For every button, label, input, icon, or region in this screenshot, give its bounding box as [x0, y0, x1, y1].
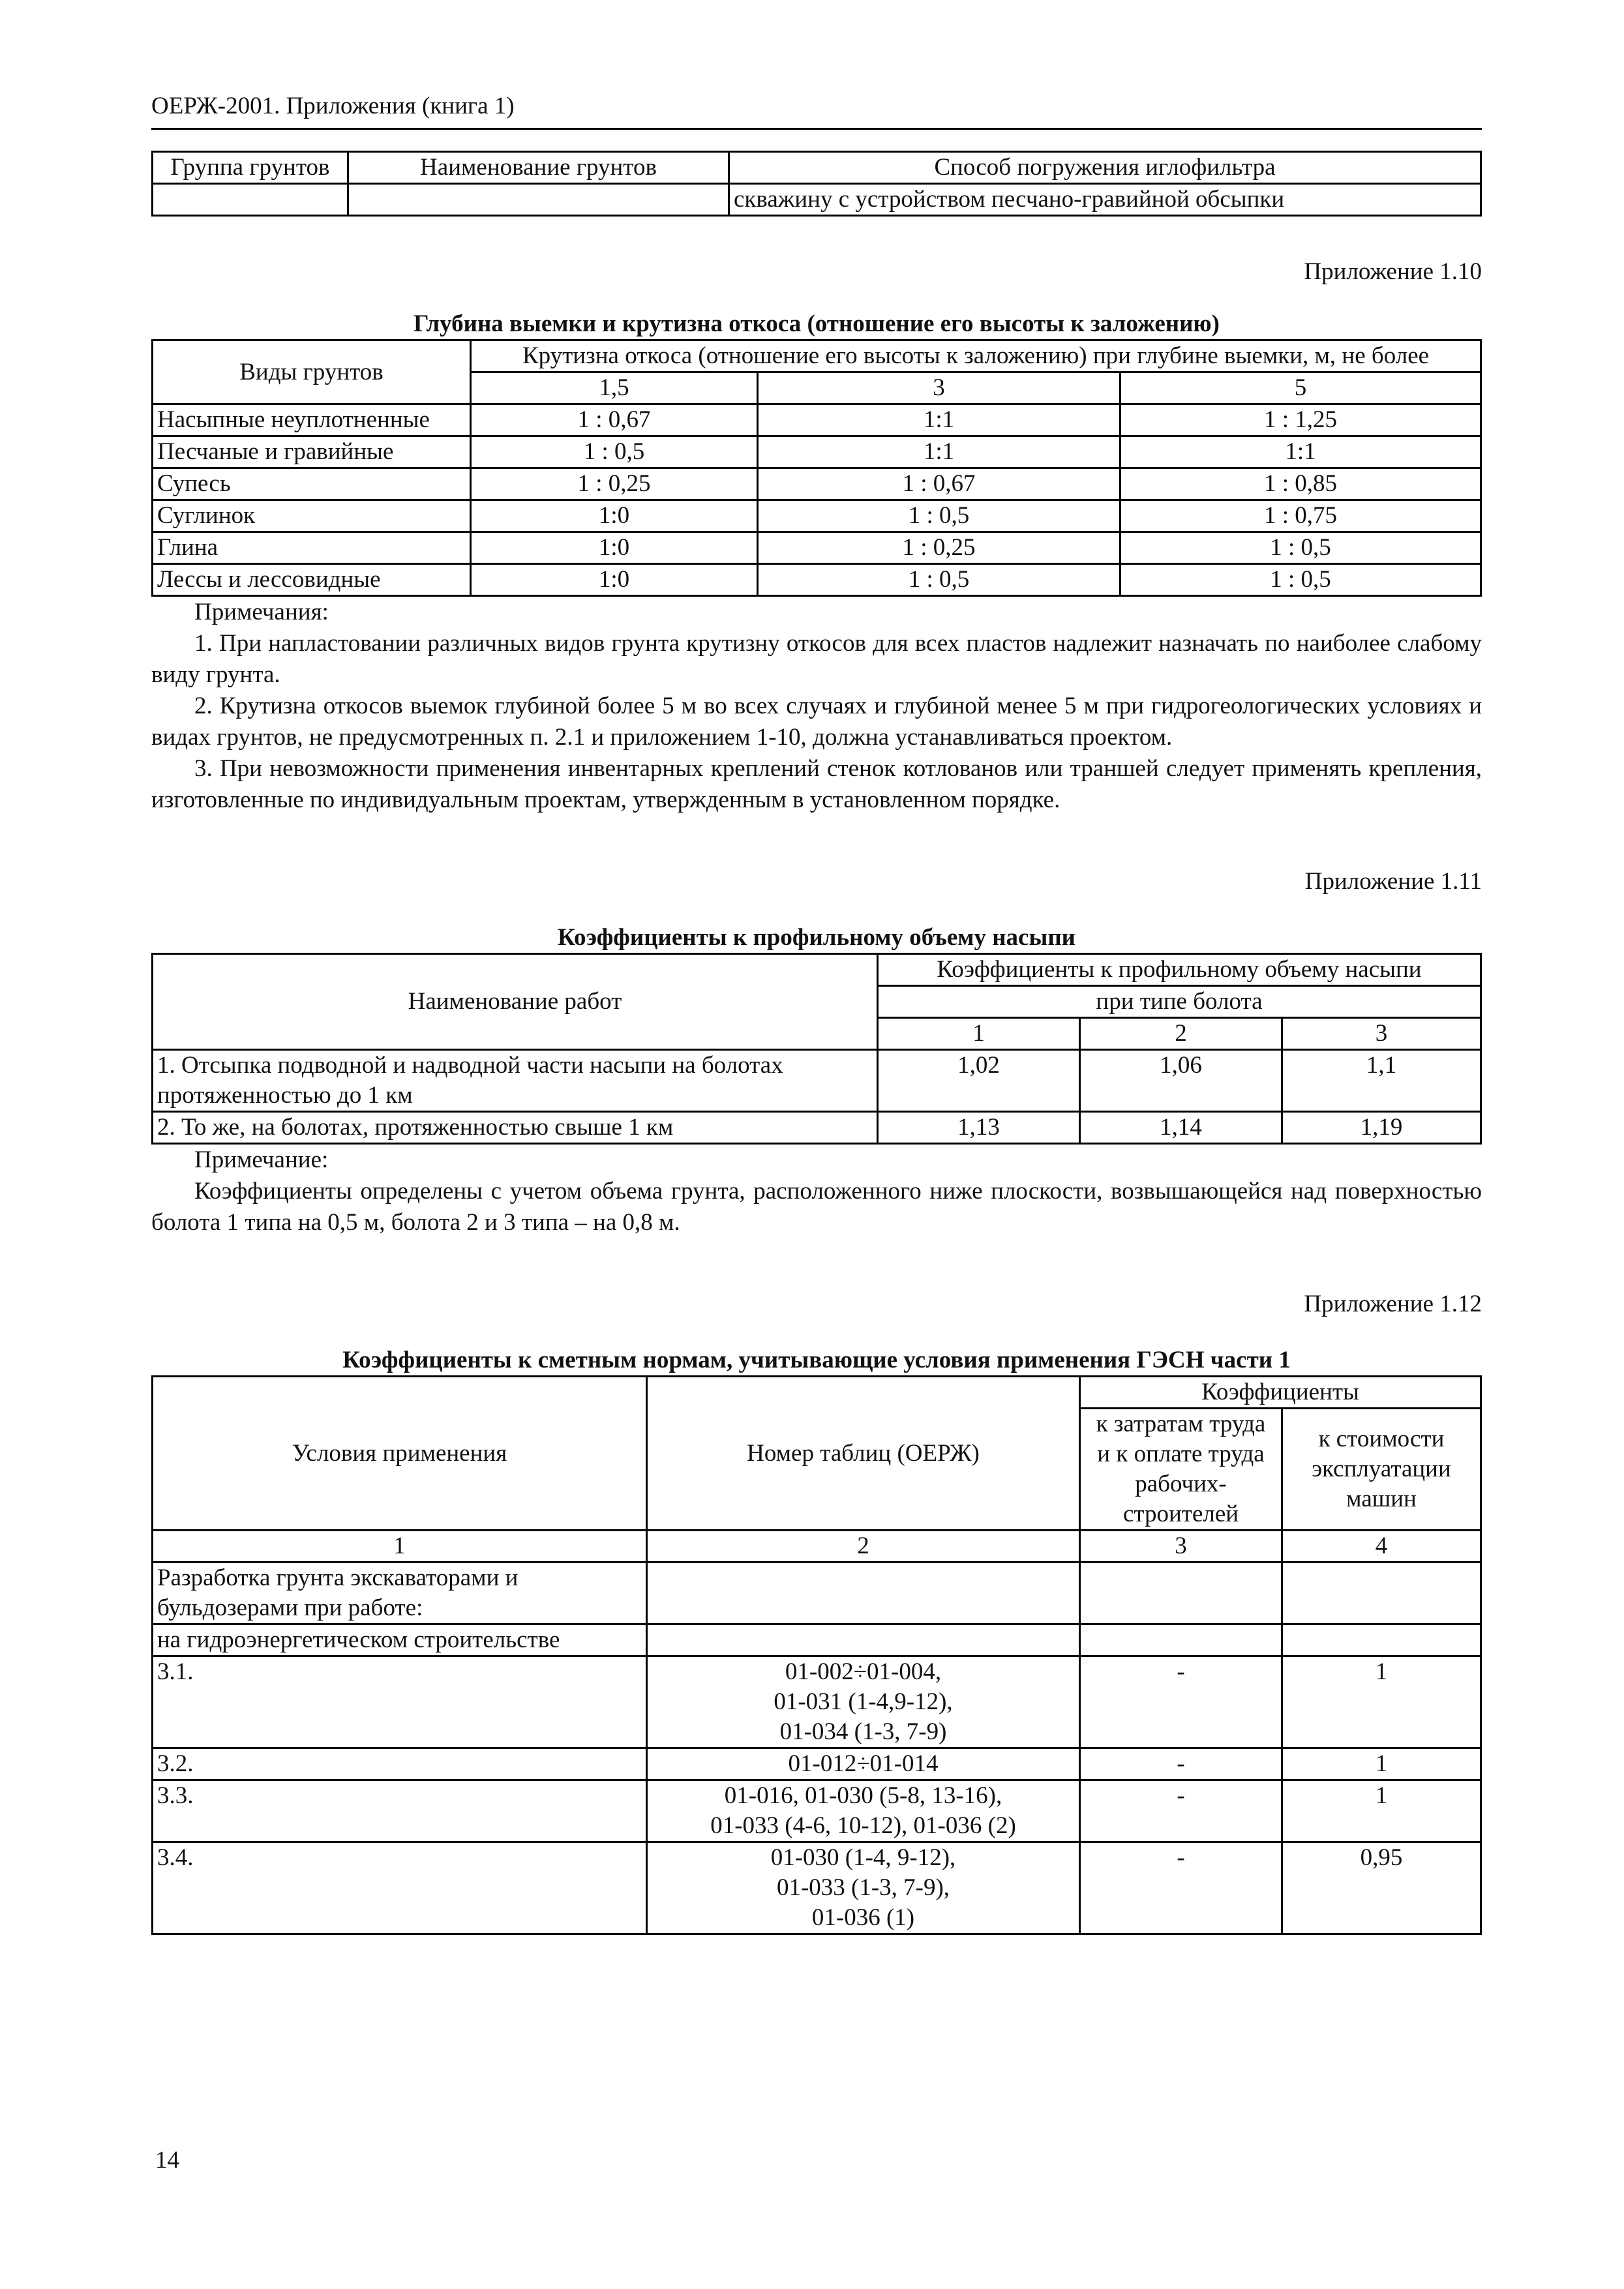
col-machines: к стоимости эксплуатации машин — [1282, 1409, 1481, 1531]
table-numbers-cell — [647, 1780, 1080, 1842]
table-number-line: 01-016, 01-030 (5-8, 13-16), — [724, 1782, 1002, 1809]
table-title-1-12: Коэффициенты к сметным нормам, учитывающие условия применения ГЭСН части 1 — [342, 1347, 1291, 1373]
table-cell: 1 : 0,5 — [1120, 564, 1481, 596]
embankment-coefficients-table — [151, 953, 1482, 1144]
table-number-line: 01-002÷01-004, — [785, 1658, 942, 1685]
row-label: Супесь — [153, 468, 471, 500]
table-row — [153, 1563, 1481, 1624]
col-immersion-method: Способ погружения иглофильтра — [729, 152, 1481, 184]
notes-1-10 — [151, 597, 1482, 816]
notes-heading: Примечание: — [194, 1146, 329, 1173]
col-number: 3 — [1080, 1531, 1282, 1563]
col-slope-group: Крутизна откоса (отношение его высоты к заложению) при глубине выемки, м, не более — [471, 340, 1481, 372]
table-cell: 1 : 0,25 — [471, 468, 758, 500]
document-page — [151, 91, 1482, 1935]
table-number-line: 01-033 (1-3, 7-9), — [776, 1874, 950, 1901]
table-number-line: 01-036 (1) — [811, 1904, 915, 1931]
table-cell: 1 : 0,67 — [471, 404, 758, 436]
table-row — [153, 1624, 1481, 1656]
table-title-1-10: Глубина выемки и крутизна откоса (отношение его высоты к заложению) — [413, 310, 1220, 337]
table-cell: 1,06 — [1080, 1050, 1282, 1112]
col-number: 2 — [647, 1531, 1080, 1563]
table-cell: - — [1080, 1842, 1282, 1934]
table-row — [153, 1748, 1481, 1780]
table-cell: 1 : 0,5 — [471, 436, 758, 468]
table-row — [153, 1656, 1481, 1748]
table-cell — [153, 184, 348, 216]
table-cell: 1:0 — [471, 564, 758, 596]
table-number-line: 01-033 (4-6, 10-12), 01-036 (2) — [710, 1812, 1016, 1839]
subsection-label: на гидроэнергетическом строительстве — [153, 1624, 647, 1656]
appendix-label-1-12: Приложение 1.12 — [1304, 1291, 1482, 1317]
table-cell: 1:0 — [471, 532, 758, 564]
table-cell: 1,13 — [878, 1112, 1080, 1144]
note-item: 3. При невозможности применения инвентарных креплений стенок котлованов или траншей следует применять крепления, изготовленные по индивидуальным проектам, утвержденным в установленном порядке. — [151, 755, 1482, 813]
col-bog-type: при типе болота — [878, 986, 1481, 1018]
slope-table — [151, 339, 1482, 597]
table-cell: 1 : 0,75 — [1120, 500, 1481, 532]
appendix-label-1-11: Приложение 1.11 — [1304, 868, 1482, 895]
table-row — [153, 404, 1481, 436]
col-number: 1 — [153, 1531, 647, 1563]
col-coefficients: Коэффициенты — [1080, 1377, 1481, 1409]
table-number-line: 01-031 (1-4,9-12), — [774, 1688, 953, 1715]
notes-1-11 — [151, 1144, 1482, 1238]
row-label: Лессы и лессовидные — [153, 564, 471, 596]
table-row — [153, 1780, 1481, 1842]
table-cell: - — [1080, 1748, 1282, 1780]
table-cell: 1,19 — [1282, 1112, 1481, 1144]
row-label: Насыпные неуплотненные — [153, 404, 471, 436]
table-cell: 1 — [1282, 1656, 1481, 1748]
table-cell: 1:1 — [1120, 436, 1481, 468]
row-label: 3.1. — [153, 1656, 647, 1748]
col-soil-name: Наименование грунтов — [348, 152, 729, 184]
col-table-numbers: Номер таблиц (ОЕРЖ) — [647, 1377, 1080, 1531]
note-item: 1. При напластовании различных видов грунта крутизну откосов для всех пластов надлежит назначать по наиболее слабому виду грунта. — [151, 630, 1482, 688]
col-soil-group: Группа грунтов — [153, 152, 348, 184]
note-item: Коэффициенты определены с учетом объема грунта, расположенного ниже плоскости, возвышающейся над поверхностью болота 1 типа на 0,5 м, болота 2 и 3 типа – на 0,8 м. — [151, 1178, 1482, 1236]
table-numbers-cell — [647, 1656, 1080, 1748]
col-soil-types: Виды грунтов — [153, 340, 471, 404]
col-type: 3 — [1282, 1018, 1481, 1050]
row-label: 2. То же, на болотах, протяженностью свыше 1 км — [153, 1112, 878, 1144]
table-cell: 1,1 — [1282, 1050, 1481, 1112]
col-work-name: Наименование работ — [153, 954, 878, 1050]
appendix-label-1-10: Приложение 1.10 — [1304, 258, 1482, 285]
table-cell: 1,02 — [878, 1050, 1080, 1112]
table-row — [153, 532, 1481, 564]
table-cell — [1282, 1563, 1481, 1624]
section-label: Разработка грунта экскаваторами и бульдозерами при работе: — [153, 1563, 647, 1624]
col-coeff-group: Коэффициенты к профильному объему насыпи — [878, 954, 1481, 986]
col-number: 4 — [1282, 1531, 1481, 1563]
table-cell: 0,95 — [1282, 1842, 1481, 1934]
row-label: Суглинок — [153, 500, 471, 532]
col-labor: к затратам труда и к оплате труда рабочих-строителей — [1080, 1409, 1282, 1531]
col-depth: 1,5 — [471, 372, 758, 404]
table-cell — [647, 1624, 1080, 1656]
table-cell: 1 : 1,25 — [1120, 404, 1481, 436]
table-cell: - — [1080, 1780, 1282, 1842]
table-cell: скважину с устройством песчано-гравийной обсыпки — [729, 184, 1481, 216]
row-label: 1. Отсыпка подводной и надводной части насыпи на болотах протяженностью до 1 км — [153, 1050, 878, 1112]
table-numbers-cell — [647, 1842, 1080, 1934]
table-row — [153, 436, 1481, 468]
row-label: Глина — [153, 532, 471, 564]
table-title-1-11: Коэффициенты к профильному объему насыпи — [558, 924, 1075, 951]
note-item: 2. Крутизна откосов выемок глубиной более 5 м во всех случаях и глубиной менее 5 м при гидрогеологических условиях и видах грунтов, не предусмотренных п. 2.1 и приложением 1-10, должна устанавливаться проектом. — [151, 693, 1482, 751]
table-row — [153, 1112, 1481, 1144]
table-row — [153, 468, 1481, 500]
table-number-line: 01-030 (1-4, 9-12), — [770, 1844, 956, 1871]
row-label: 3.3. — [153, 1780, 647, 1842]
table-cell: 1 : 0,5 — [758, 564, 1120, 596]
table-cell: 1 — [1282, 1748, 1481, 1780]
table-cell: 1:1 — [758, 436, 1120, 468]
table-cell: 1 : 0,5 — [1120, 532, 1481, 564]
table-cell — [348, 184, 729, 216]
table-cell: 1 : 0,85 — [1120, 468, 1481, 500]
table-row — [153, 500, 1481, 532]
table-cell: 1:0 — [471, 500, 758, 532]
table-cell — [1080, 1624, 1282, 1656]
table-row — [153, 1842, 1481, 1934]
top-continuation-table — [151, 151, 1482, 217]
estimate-coefficients-table — [151, 1375, 1482, 1935]
col-conditions: Условия применения — [153, 1377, 647, 1531]
table-number-line: 01-012÷01-014 — [788, 1750, 939, 1777]
row-label: 3.2. — [153, 1748, 647, 1780]
table-cell: 1:1 — [758, 404, 1120, 436]
table-cell: 1 — [1282, 1780, 1481, 1842]
table-cell — [647, 1563, 1080, 1624]
table-cell: 1 : 0,5 — [758, 500, 1120, 532]
table-cell: 1,14 — [1080, 1112, 1282, 1144]
col-type: 2 — [1080, 1018, 1282, 1050]
col-type: 1 — [878, 1018, 1080, 1050]
table-cell: 1 : 0,67 — [758, 468, 1120, 500]
notes-heading: Примечания: — [194, 599, 329, 625]
running-header: ОЕРЖ-2001. Приложения (книга 1) — [151, 91, 1482, 130]
table-row — [153, 564, 1481, 596]
table-cell: - — [1080, 1656, 1282, 1748]
row-label: 3.4. — [153, 1842, 647, 1934]
col-depth: 5 — [1120, 372, 1481, 404]
table-numbers-cell — [647, 1748, 1080, 1780]
col-depth: 3 — [758, 372, 1120, 404]
page-number: 14 — [155, 2147, 179, 2174]
table-cell: 1 : 0,25 — [758, 532, 1120, 564]
row-label: Песчаные и гравийные — [153, 436, 471, 468]
table-cell — [1282, 1624, 1481, 1656]
table-row — [153, 1050, 1481, 1112]
table-number-line: 01-034 (1-3, 7-9) — [779, 1718, 947, 1745]
table-cell — [1080, 1563, 1282, 1624]
